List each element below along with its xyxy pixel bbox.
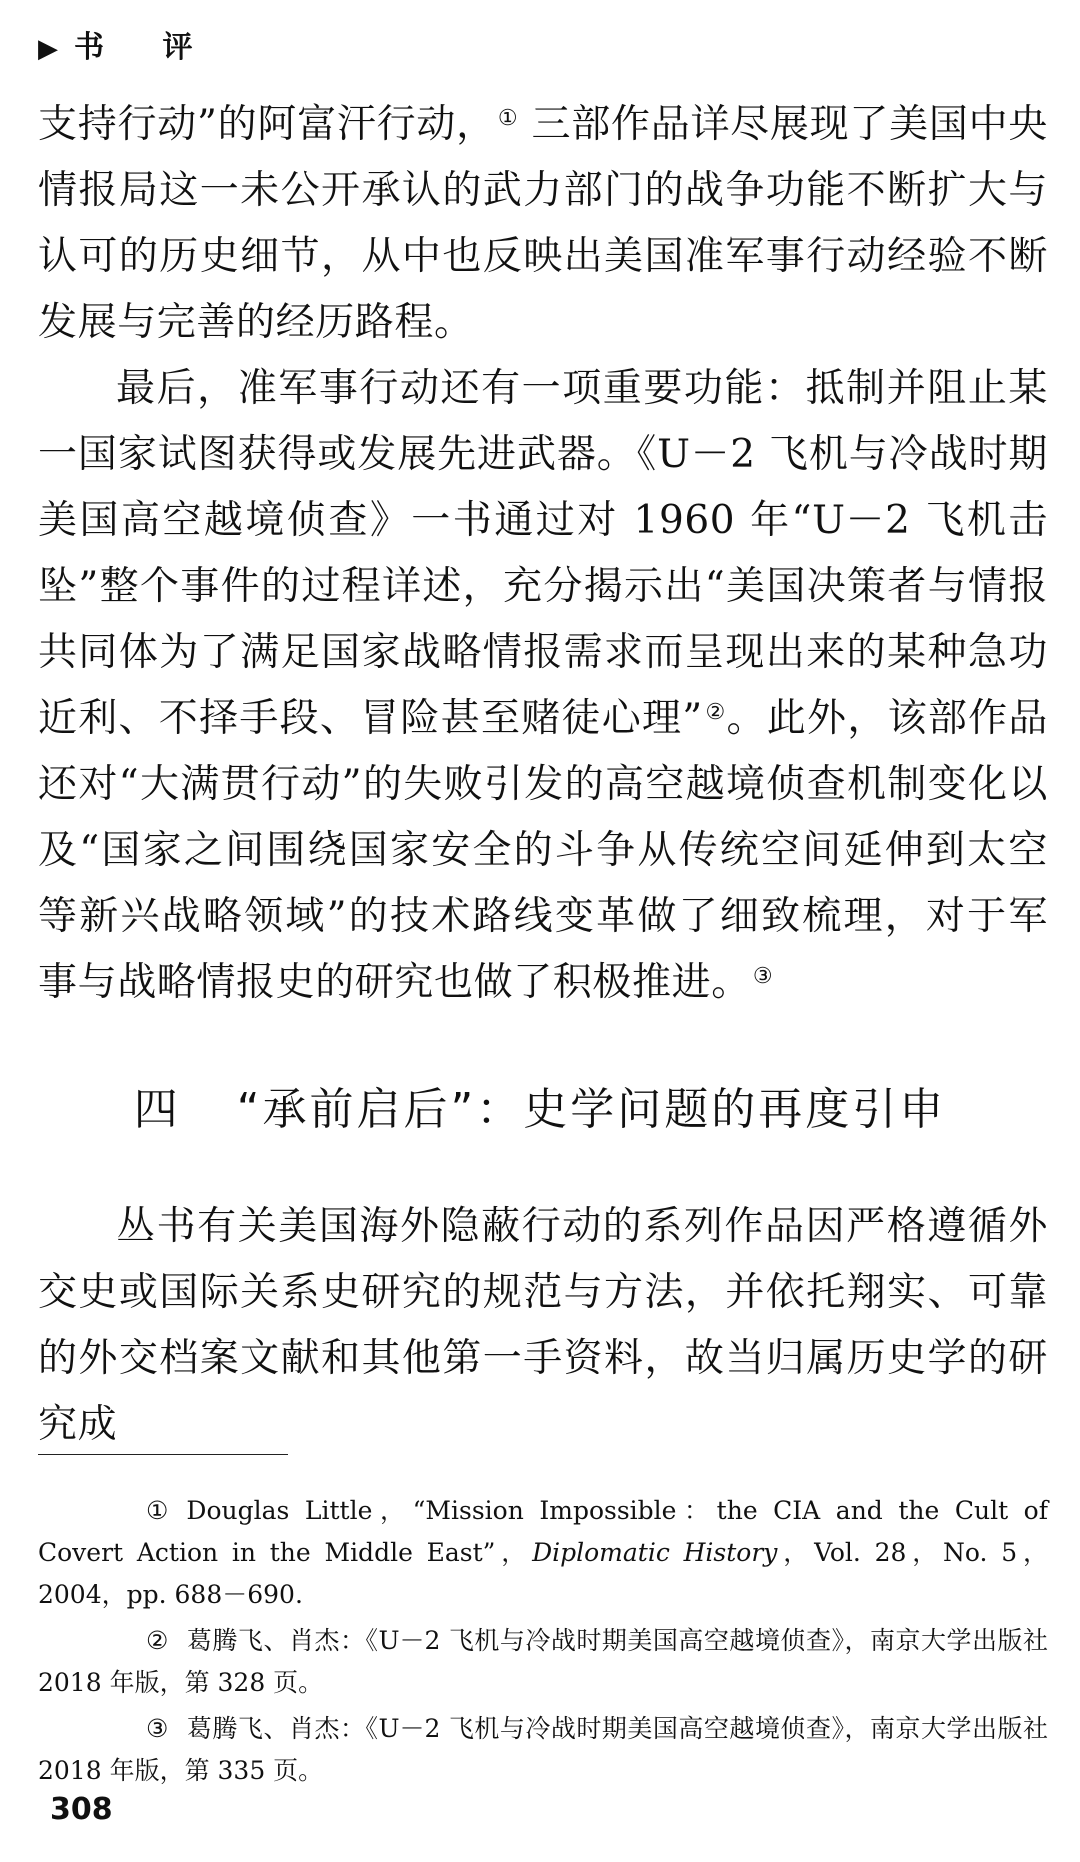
- footnote-1: ① Douglas Little，“Mission Impossible：the CIA and the Cult of Covert Action in the Middle East”，Diplomatic History，Vol. 28，No. 5，2004，pp. 688－690.: [38, 1490, 1048, 1616]
- running-header: [38, 28, 194, 69]
- body-text-bottom: [38, 1194, 1048, 1458]
- paragraph-1: 支持行动”的阿富汗行动，① 三部作品详尽展现了美国中央情报局这一未公开承认的武力部门的战争功能不断扩大与认可的历史细节，从中也反映出美国准军事行动经验不断发展与完善的经历路程。: [38, 102, 1048, 345]
- paragraph-3: 丛书有关美国海外隐蔽行动的系列作品因严格遵循外交史或国际关系史研究的规范与方法，并依托翔实、可靠的外交档案文献和其他第一手资料，故当归属历史学的研究成: [38, 1204, 1048, 1447]
- footnote-ref-3: ③: [752, 964, 774, 989]
- section-title: “承前启后”：史学问题的再度引申: [236, 1084, 947, 1135]
- footnote-number: ①: [146, 1496, 169, 1525]
- footnote-divider: [38, 1454, 288, 1455]
- paragraph-2: 最后，准军事行动还有一项重要功能：抵制并阻止某一国家试图获得或发展先进武器。《U－2 飞机与冷战时期美国高空越境侦查》一书通过对 1960 年“U－2 飞机击坠”整个事件的过程详述，充分揭示出“美国决策者与情报共同体为了满足国家战略情报需求而呈现出来的某种急功近利、不择手段、冒险甚至赌徒心理”②。此外，该部作品还对“大满贯行动”的失败引发的高空越境侦查机制变化以及“国家之间围绕国家安全的斗争从传统空间延伸到太空等新兴战略领域”的技术路线变革做了细致梳理，对于军事与战略情报史的研究也做了积极推进。③: [38, 366, 1048, 1005]
- triangle-marker-icon: ▶: [38, 34, 60, 64]
- footnote-ref-2: ②: [704, 700, 727, 725]
- footnote-2: ② 葛腾飞、肖杰：《U－2 飞机与冷战时期美国高空越境侦查》，南京大学出版社 2018 年版，第 328 页。: [38, 1620, 1048, 1704]
- footnote-3: ③ 葛腾飞、肖杰：《U－2 飞机与冷战时期美国高空越境侦查》，南京大学出版社 2018 年版，第 335 页。: [38, 1708, 1048, 1792]
- footnotes: [38, 1490, 1048, 1796]
- section-label: 书 评: [74, 30, 195, 65]
- footnote-ref-1: ①: [497, 106, 519, 131]
- body-text-top: [38, 92, 1048, 1016]
- footnote-number: ③: [146, 1714, 169, 1743]
- footnote-number: ②: [146, 1626, 169, 1655]
- page-number: 308: [50, 1792, 113, 1827]
- journal-title: Diplomatic History: [532, 1538, 778, 1567]
- section-heading: [0, 1080, 1080, 1140]
- section-number: 四: [133, 1084, 181, 1135]
